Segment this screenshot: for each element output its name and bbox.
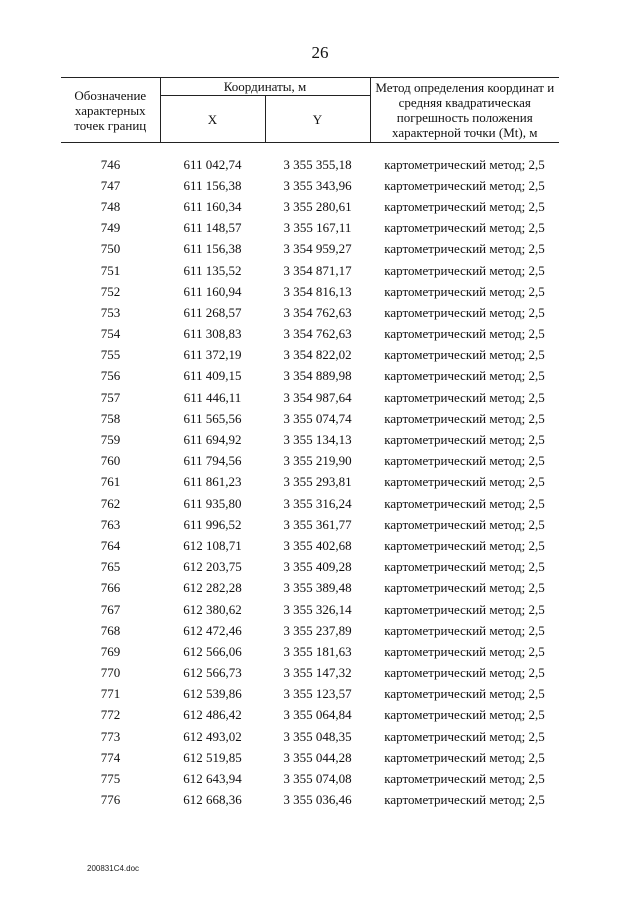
cell-x: 612 380,62 [183,601,242,617]
table-body [61,154,559,811]
cell-method: картометрический метод; 2,5 [384,559,545,575]
cell-y: 3 355 293,81 [283,474,352,490]
cell-method: картометрический метод; 2,5 [384,792,545,808]
cell-point: 749 [100,220,121,236]
cell-method: картометрический метод; 2,5 [384,304,545,320]
table-row [61,641,559,662]
cell-method: картометрический метод; 2,5 [384,453,545,469]
cell-point: 750 [100,241,121,257]
cell-x: 612 566,73 [183,665,242,681]
cell-method: картометрический метод; 2,5 [384,347,545,363]
cell-point: 769 [100,643,121,659]
table-row [61,514,559,535]
cell-y: 3 355 355,18 [283,156,352,172]
cell-method: картометрический метод; 2,5 [384,601,545,617]
cell-x: 612 668,36 [183,792,242,808]
header-point-designation: Обозначение характерных точек границ [61,78,160,143]
cell-x: 611 446,11 [183,389,242,405]
cell-point: 763 [100,516,121,532]
table-row [61,302,559,323]
table-row [61,429,559,450]
cell-x: 612 539,86 [183,686,242,702]
cell-method: картометрический метод; 2,5 [384,368,545,384]
cell-x: 611 861,23 [183,474,242,490]
cell-x: 612 643,94 [183,771,242,787]
header-method: Метод определения координат и средняя квадратическая погрешность положения характерной точки (Mt), м [370,78,559,143]
cell-point: 775 [100,771,121,787]
cell-x: 612 282,28 [183,580,242,596]
table-row [61,324,559,345]
cell-y: 3 355 064,84 [283,707,352,723]
cell-point: 755 [100,347,121,363]
cell-point: 768 [100,622,121,638]
table-row [61,472,559,493]
cell-method: картометрический метод; 2,5 [384,432,545,448]
cell-y: 3 355 181,63 [283,643,352,659]
cell-x: 611 409,15 [183,368,242,384]
cell-y: 3 355 343,96 [283,177,352,193]
cell-point: 772 [100,707,121,723]
cell-point: 747 [100,177,121,193]
cell-y: 3 354 762,63 [283,326,352,342]
cell-point: 765 [100,559,121,575]
cell-method: картометрический метод; 2,5 [384,220,545,236]
table-row [61,705,559,726]
cell-method: картометрический метод; 2,5 [384,283,545,299]
cell-x: 611 156,38 [183,241,242,257]
cell-y: 3 355 361,77 [283,516,352,532]
cell-point: 776 [100,792,121,808]
cell-y: 3 354 762,63 [283,304,352,320]
cell-method: картометрический метод; 2,5 [384,622,545,638]
table-row [61,599,559,620]
cell-x: 611 156,38 [183,177,242,193]
table-row [61,281,559,302]
cell-method: картометрический метод; 2,5 [384,686,545,702]
cell-y: 3 354 959,27 [283,241,352,257]
cell-method: картометрический метод; 2,5 [384,516,545,532]
cell-point: 753 [100,304,121,320]
cell-method: картометрический метод; 2,5 [384,410,545,426]
cell-x: 612 203,75 [183,559,242,575]
cell-method: картометрический метод; 2,5 [384,580,545,596]
cell-point: 757 [100,389,121,405]
cell-point: 771 [100,686,121,702]
cell-y: 3 355 048,35 [283,728,352,744]
cell-y: 3 355 134,13 [283,432,352,448]
cell-x: 611 308,83 [183,326,242,342]
table-row [61,366,559,387]
cell-y: 3 355 389,48 [283,580,352,596]
table-row [61,345,559,366]
cell-x: 611 148,57 [183,220,242,236]
cell-x: 611 160,34 [183,198,242,214]
cell-point: 752 [100,283,121,299]
cell-method: картометрический метод; 2,5 [384,389,545,405]
cell-method: картометрический метод; 2,5 [384,474,545,490]
table-row [61,768,559,789]
cell-method: картометрический метод; 2,5 [384,177,545,193]
table-row [61,726,559,747]
cell-y: 3 354 822,02 [283,347,352,363]
table-row [61,790,559,811]
cell-y: 3 355 237,89 [283,622,352,638]
cell-x: 612 519,85 [183,749,242,765]
table-row [61,535,559,556]
cell-point: 756 [100,368,121,384]
cell-y: 3 355 044,28 [283,749,352,765]
table-row [61,408,559,429]
table-row [61,239,559,260]
header-coordinates: Координаты, м [160,78,370,96]
table-row [61,620,559,641]
cell-point: 774 [100,749,121,765]
cell-method: картометрический метод; 2,5 [384,156,545,172]
table-row [61,196,559,217]
cell-y: 3 354 987,64 [283,389,352,405]
cell-point: 746 [100,156,121,172]
cell-method: картометрический метод; 2,5 [384,537,545,553]
cell-point: 766 [100,580,121,596]
table-row [61,578,559,599]
cell-y: 3 355 326,14 [283,601,352,617]
table-row [61,747,559,768]
cell-point: 758 [100,410,121,426]
cell-point: 748 [100,198,121,214]
cell-method: картометрический метод; 2,5 [384,728,545,744]
cell-point: 761 [100,474,121,490]
cell-y: 3 355 280,61 [283,198,352,214]
cell-y: 3 355 402,68 [283,537,352,553]
table-row [61,154,559,175]
cell-method: картометрический метод; 2,5 [384,749,545,765]
cell-x: 611 794,56 [183,453,242,469]
table-row [61,663,559,684]
cell-point: 754 [100,326,121,342]
table-row [61,387,559,408]
page-number: 26 [311,43,329,62]
cell-x: 611 135,52 [183,262,242,278]
table-row [61,260,559,281]
cell-x: 611 935,80 [183,495,242,511]
cell-method: картометрический метод; 2,5 [384,707,545,723]
table-row [61,175,559,196]
cell-x: 611 694,92 [183,432,242,448]
cell-x: 612 472,46 [183,622,242,638]
cell-point: 751 [100,262,121,278]
cell-x: 612 566,06 [183,643,242,659]
cell-y: 3 355 147,32 [283,665,352,681]
cell-method: картометрический метод; 2,5 [384,326,545,342]
cell-point: 764 [100,537,121,553]
cell-y: 3 355 074,08 [283,771,352,787]
cell-x: 611 268,57 [183,304,242,320]
cell-method: картометрический метод; 2,5 [384,771,545,787]
cell-x: 611 372,19 [183,347,242,363]
cell-method: картометрический метод; 2,5 [384,643,545,659]
cell-method: картометрический метод; 2,5 [384,241,545,257]
cell-x: 611 996,52 [183,516,242,532]
cell-point: 767 [100,601,121,617]
cell-y: 3 355 409,28 [283,559,352,575]
document-code: 200831C4.doc [87,864,140,873]
table-row [61,557,559,578]
table-row [61,684,559,705]
cell-point: 759 [100,432,121,448]
cell-method: картометрический метод; 2,5 [384,495,545,511]
cell-point: 762 [100,495,121,511]
cell-x: 611 565,56 [183,410,242,426]
cell-y: 3 354 889,98 [283,368,352,384]
cell-x: 611 042,74 [183,156,242,172]
cell-y: 3 355 219,90 [283,453,352,469]
table-header [61,78,559,143]
table-row [61,451,559,472]
cell-y: 3 355 036,46 [283,792,352,808]
coordinates-table [61,77,559,811]
cell-y: 3 355 123,57 [283,686,352,702]
cell-y: 3 354 871,17 [283,262,352,278]
table-row [61,493,559,514]
cell-x: 612 493,02 [183,728,242,744]
cell-point: 773 [100,728,121,744]
cell-method: картометрический метод; 2,5 [384,665,545,681]
table-row [61,218,559,239]
header-y: Y [265,96,370,143]
cell-x: 611 160,94 [183,283,242,299]
cell-point: 770 [100,665,121,681]
cell-y: 3 355 316,24 [283,495,352,511]
cell-method: картометрический метод; 2,5 [384,198,545,214]
cell-x: 612 486,42 [183,707,242,723]
header-x: X [160,96,265,143]
cell-method: картометрический метод; 2,5 [384,262,545,278]
cell-y: 3 355 074,74 [283,410,352,426]
cell-y: 3 355 167,11 [283,220,352,236]
cell-point: 760 [100,453,121,469]
cell-x: 612 108,71 [183,537,242,553]
cell-y: 3 354 816,13 [283,283,352,299]
